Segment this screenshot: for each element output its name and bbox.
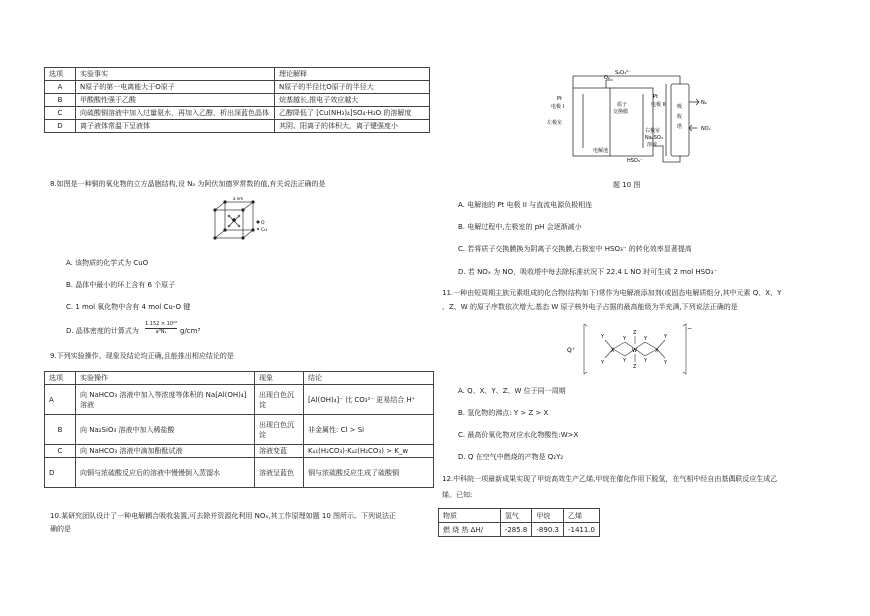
label-o2: O₂ xyxy=(604,75,610,81)
q11-option-d: D. Q 在空气中燃烧的产物是 Q₂Y₂ xyxy=(458,453,564,461)
label-nox: NOₓ xyxy=(701,126,711,132)
header-substance: 物质 xyxy=(439,509,501,523)
q8-option-d: D. 晶体密度的计算式为 xyxy=(66,327,139,335)
cell-phenomenon: 溶液变蓝 xyxy=(255,445,304,458)
table-q12 xyxy=(438,508,600,537)
header-conclusion: 结论 xyxy=(304,372,434,385)
table-row xyxy=(45,458,434,488)
cell-conclusion: [Al(OH)₄]⁻ 比 CO₃²⁻ 更易结合 H⁺ xyxy=(304,385,434,415)
q8-option-a: A. 该物质的化学式为 CuO xyxy=(66,259,149,267)
cell-conclusion: 铜与浓硫酸反应生成了硫酸铜 xyxy=(304,458,434,488)
struct-y6: Y xyxy=(644,358,648,364)
cell-explain: N原子的半径比O原子的半径大 xyxy=(275,81,430,94)
q11-option-c: C. 最高价氧化物对应水化物酸性:W>X xyxy=(458,431,579,439)
header-fact: 实验事实 xyxy=(76,68,275,81)
q10-option-a: A. 电解池的 Pt 电极 II 与直流电源负极相连 xyxy=(458,201,593,209)
cell-fact: 甲酸酸性强于乙酸 xyxy=(76,94,275,107)
struct-z2: Z xyxy=(633,364,637,370)
label-n2: N₂ xyxy=(701,100,707,106)
cell-phenomenon: 出现白色沉淀 xyxy=(255,385,304,415)
q11-stem-line2: 、Z、W 的原子序数依次增大,基态 W 原子核外电子占据的最高能级为半充满,下列说法正确的是 xyxy=(442,303,738,311)
struct-q: Q⁺ xyxy=(567,347,575,354)
struct-w: W xyxy=(632,348,637,354)
q8-stem: 8.如图是一种铜的氧化物的立方晶胞结构,设 Nₐ 为阿伏加德罗常数的值,有关说法正确的是 xyxy=(50,180,326,188)
cell-explain: 其阴、阳离子的体积大，离子键强度小 xyxy=(275,120,430,133)
table-row xyxy=(45,94,430,107)
table-header-row xyxy=(439,509,600,523)
struct-y1: Y xyxy=(601,334,605,340)
label-left-chamber: 左极室 xyxy=(547,120,563,126)
label-s2o4: S₂O₄²⁻ xyxy=(615,70,631,76)
label-right-chamber: 右极室 xyxy=(645,128,661,134)
cell-explain: 乙醇降低了 [Cu(NH₃)₄]SO₄·H₂O 的溶解度 xyxy=(275,107,430,120)
table-q9 xyxy=(44,371,434,488)
density-unit: g/cm³ xyxy=(180,327,201,335)
q8-option-b: B. 晶体中最小的环上含有 6 个原子 xyxy=(66,281,176,289)
cell-conclusion: 非金属性: Cl > Si xyxy=(304,415,434,445)
header-methane: 甲烷 xyxy=(532,509,564,523)
label-membrane2: 交换膜 xyxy=(613,109,629,115)
fraction-denominator: a³Nₐ xyxy=(155,329,167,335)
header-phenomenon: 现象 xyxy=(255,372,304,385)
legend-o: O xyxy=(261,221,265,226)
q9-stem: 9.下列实验操作、现象及结论均正确,且能推出相应结论的是 xyxy=(50,352,234,360)
cell-operation: 向铜与浓硫酸反应后的溶液中慢慢倒入蒸馏水 xyxy=(76,458,255,488)
q10-option-b: B. 电解过程中,左极室的 pH 会逐渐减小 xyxy=(458,223,582,231)
table-q7 xyxy=(44,67,430,133)
header-option: 选项 xyxy=(45,372,76,385)
struct-y4: Y xyxy=(623,358,627,364)
cell-operation: 向 NaHCO₃ 溶液中滴加酚酞试液 xyxy=(76,445,255,458)
q8-option-c: C. 1 mol 氧化物中含有 4 mol Cu-O 键 xyxy=(66,303,191,311)
cell-explain: 烷基越长,推电子效应越大 xyxy=(275,94,430,107)
struct-x1: X xyxy=(611,348,615,354)
q11-option-a: A. Q、X、Y、Z、W 位于同一周期 xyxy=(458,387,566,395)
label-membrane1: 质子 xyxy=(617,102,628,108)
cell-option: D xyxy=(45,120,76,133)
cell-row-label: 燃 烧 热 ΔH/ xyxy=(439,523,501,537)
label-electrode2: 电极 II xyxy=(651,102,666,108)
legend-cu: Cu xyxy=(261,228,267,233)
cell-phenomenon: 出现白色沉淀 xyxy=(255,415,304,445)
cell-operation: 向 NaHCO₃ 溶液中加入等浓度等体积的 Na[Al(OH)₄] 溶液 xyxy=(76,385,255,415)
struct-y7: Y xyxy=(664,334,668,340)
fraction-numerator: 1.152 × 10²³ xyxy=(145,321,178,327)
q10-option-d: D. 若 NOₓ 为 NO，吸收塔中每去除标准状况下 22.4 L NO 时可生成 2 mol HSO₃⁻ xyxy=(458,268,718,276)
cell-fact: 向硫酸铜溶液中加入过量氨水，再加入乙醇，析出深蓝色晶体 xyxy=(76,107,275,120)
q10-stem-line1: 10.某研究团队设计了一种电解耦合吸收装置,可去除并资源化利用 NOₓ,其工作原理如题 10 图所示。下列说法正 xyxy=(50,512,397,520)
cell-option: C xyxy=(45,445,76,458)
label-tower1: 吸 xyxy=(677,104,683,110)
cell-conclusion: Kₐ₁(H₂CO₃)·Kₐ₂(H₂CO₃) > K_w xyxy=(304,445,434,458)
label-tower2: 收 xyxy=(677,114,683,120)
label-electrode1: 电极 I xyxy=(551,104,565,110)
cell-option: A xyxy=(45,81,76,94)
label-hso3: HSO₃⁻ xyxy=(627,158,643,164)
table-header-row xyxy=(45,68,430,81)
q11-stem-line1: 11.一种由短周期主族元素组成的化合物(结构如下)常作为电解液添加剂(或固态电解质组分,其中元素 Q、X、Y xyxy=(442,289,782,297)
label-na2so4: Na₂SO₄ xyxy=(645,135,663,141)
q10-fig-caption: 题 10 图 xyxy=(613,181,641,189)
crystal-cell-figure xyxy=(205,196,275,246)
struct-y5: Y xyxy=(644,336,648,342)
cell-hydrogen-value: -285.8 xyxy=(500,523,532,537)
label-tower3: 塔 xyxy=(677,124,683,130)
table-row xyxy=(45,120,430,133)
table-row xyxy=(45,445,434,458)
struct-y2: Y xyxy=(601,360,605,366)
q10-stem-line2: 确的是 xyxy=(50,525,71,533)
q11-option-b: B. 氢化物的沸点: Y > Z > X xyxy=(458,409,549,417)
fig-label-a: a nm xyxy=(233,196,244,201)
table-row xyxy=(45,385,434,415)
table-header-row xyxy=(45,372,434,385)
table-row xyxy=(45,415,434,445)
cell-option: C xyxy=(45,107,76,120)
header-hydrogen: 氢气 xyxy=(500,509,532,523)
struct-minus: − xyxy=(687,325,693,332)
table-row xyxy=(439,523,600,537)
q12-stem-line1: 12.中科院一项最新成果实现了甲烷高效生产乙烯,甲烷在催化作用下脱氢，在气相中经自由基偶联反应生成乙 xyxy=(442,475,778,483)
header-explain: 理论解释 xyxy=(275,68,430,81)
header-operation: 实验操作 xyxy=(76,372,255,385)
cell-option: B xyxy=(45,415,76,445)
struct-y3: Y xyxy=(623,336,627,342)
label-pt2: Pt xyxy=(653,94,658,100)
label-pt1: Pt xyxy=(557,96,562,102)
density-fraction xyxy=(145,321,177,336)
electrolysis-figure xyxy=(535,66,735,176)
cell-option: D xyxy=(45,458,76,488)
struct-y8: Y xyxy=(664,360,668,366)
label-solution: 溶液 xyxy=(647,142,658,148)
table-row xyxy=(45,81,430,94)
struct-z1: Z xyxy=(633,330,637,336)
cell-methane-value: -890.3 xyxy=(532,523,564,537)
cell-ethylene-value: -1411.0 xyxy=(563,523,599,537)
header-option: 选项 xyxy=(45,68,76,81)
q11-structure-figure xyxy=(565,322,695,376)
struct-x2: X xyxy=(655,348,659,354)
cell-option: A xyxy=(45,385,76,415)
table-row xyxy=(45,107,430,120)
cell-operation: 向 Na₂SiO₃ 溶液中加入稀盐酸 xyxy=(76,415,255,445)
q10-option-c: C. 若将质子交换膜换为阴离子交换膜,右极室中 HSO₃⁻ 的转化效率显著提高 xyxy=(458,245,692,253)
label-cell: 电解池 xyxy=(593,148,609,154)
cell-phenomenon: 溶液呈蓝色 xyxy=(255,458,304,488)
q12-stem-line2: 烯。已知: xyxy=(442,491,473,499)
cell-fact: N原子的第一电离能大于O原子 xyxy=(76,81,275,94)
cell-fact: 离子液体常温下呈液体 xyxy=(76,120,275,133)
cell-option: B xyxy=(45,94,76,107)
header-ethylene: 乙烯 xyxy=(563,509,599,523)
